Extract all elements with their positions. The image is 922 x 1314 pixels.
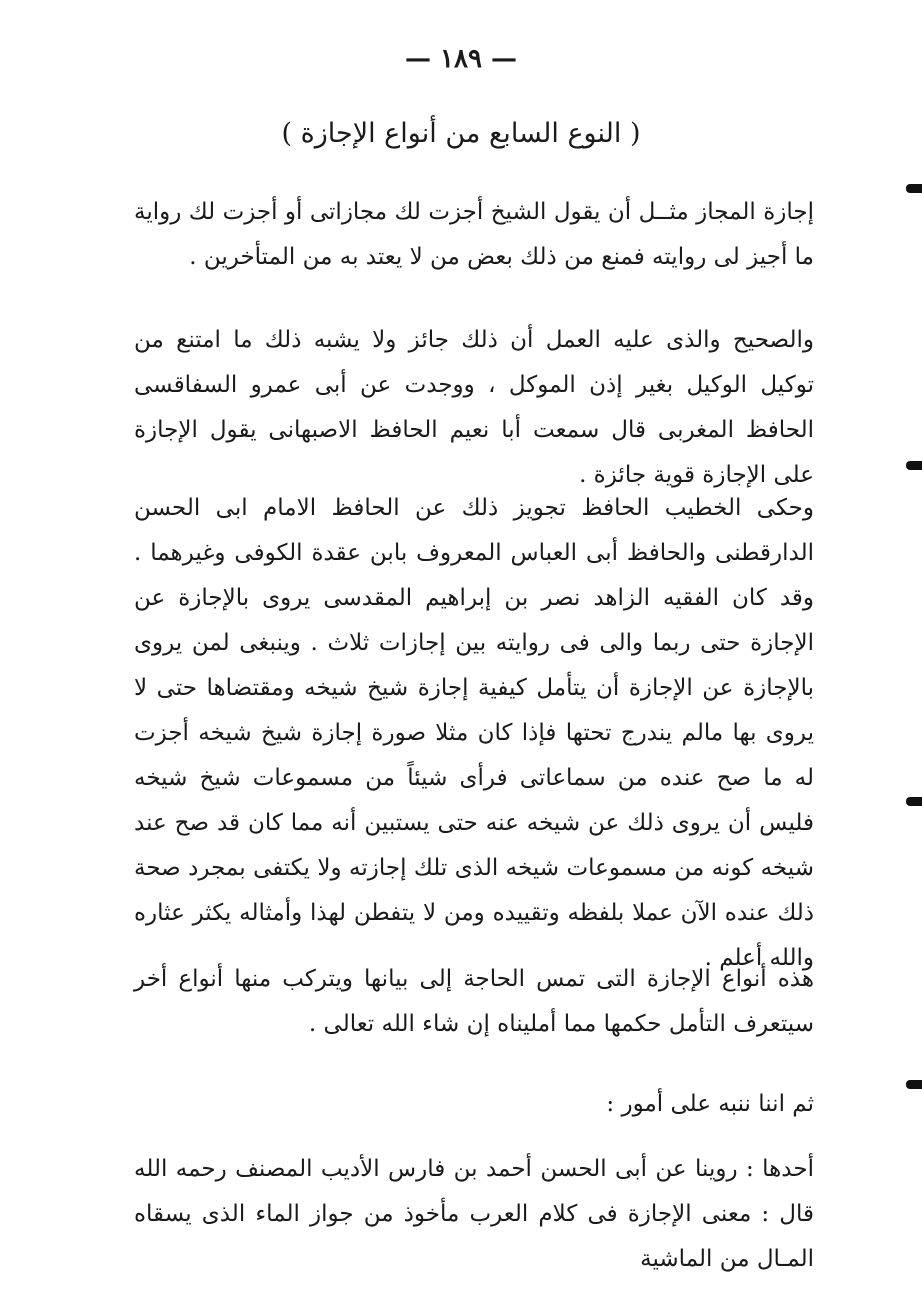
paragraph-6: أحدها : روينا عن أبى الحسن أحمد بن فارس الأديب المصنف رحمه الله قال : معنى الإجازة فى كلام العرب مأخوذ من جواز الماء الذى يسقاه المـال من الماشية bbox=[134, 1156, 814, 1272]
edge-mark bbox=[906, 797, 922, 806]
paragraph-5: ثم اننا ننبه على أمور : bbox=[606, 1091, 814, 1117]
paragraph-4: هذه أنواع الإجازة التى تمس الحاجة إلى بيانها ويتركب منها أنواع أخر سيتعرف التأمل حكمها مما أمليناه إن شاء الله تعالى . bbox=[134, 966, 814, 1037]
edge-mark bbox=[906, 184, 922, 193]
edge-mark bbox=[906, 461, 922, 470]
chapter-heading: ( النوع السابع من أنواع الإجازة ) bbox=[281, 118, 641, 149]
paragraph-1: إجازة المجاز مثــل أن يقول الشيخ أجزت لك مجازاتى أو أجزت لك رواية ما أجيز لى روايته فمنع من ذلك بعض من لا يعتد به من المتأخرين . bbox=[134, 199, 814, 270]
paragraph-2: والصحيح والذى عليه العمل أن ذلك جائز ولا يشبه ذلك ما امتنع من توكيل الوكيل بغير إذن الموكل ، ووجدت عن أبى عمرو السفاقسى الحافظ المغربى قال سمعت أبا نعيم الحافظ الاصبهانى يقول الإجازة على الإجازة قوية جائزة . bbox=[134, 327, 814, 488]
page-number: — ١٨٩ — bbox=[404, 44, 518, 74]
paragraph-3: وحكى الخطيب الحافظ تجويز ذلك عن الحافظ الامام ابى الحسن الدارقطنى والحافظ أبى العباس المعروف بابن عقدة الكوفى وغيرهما . وقد كان الفقيه الزاهد نصر بن إبراهيم المقدسى يروى بالإجازة عن الإجازة حتى ربما والى فى روايته بين إجازات ثلاث . وينبغى لمن يروى بالإجازة عن الإجازة أن يتأمل كيفية إجازة شيخ شيخه ومقتضاها حتى لا يروى بها مالم يندرج تحتها فإذا كان مثلا صورة إجازة شيخ شيخه أجزت له ما صح عنده من سماعاتى فرأى شيئاً من مسموعات شيخ شيخه فليس أن يروى ذلك عن شيخه عنه حتى يستبين أنه مما كان قد صح عند شيخه كونه من مسموعات شيخه الذى تلك إجازته ولا يكتفى بمجرد صحة ذلك عنده الآن عملا بلفظه وتقييده ومن لا يتفطن لهذا وأمثاله يكثر عثاره والله أعلم . bbox=[134, 495, 815, 971]
edge-mark bbox=[906, 1080, 922, 1089]
